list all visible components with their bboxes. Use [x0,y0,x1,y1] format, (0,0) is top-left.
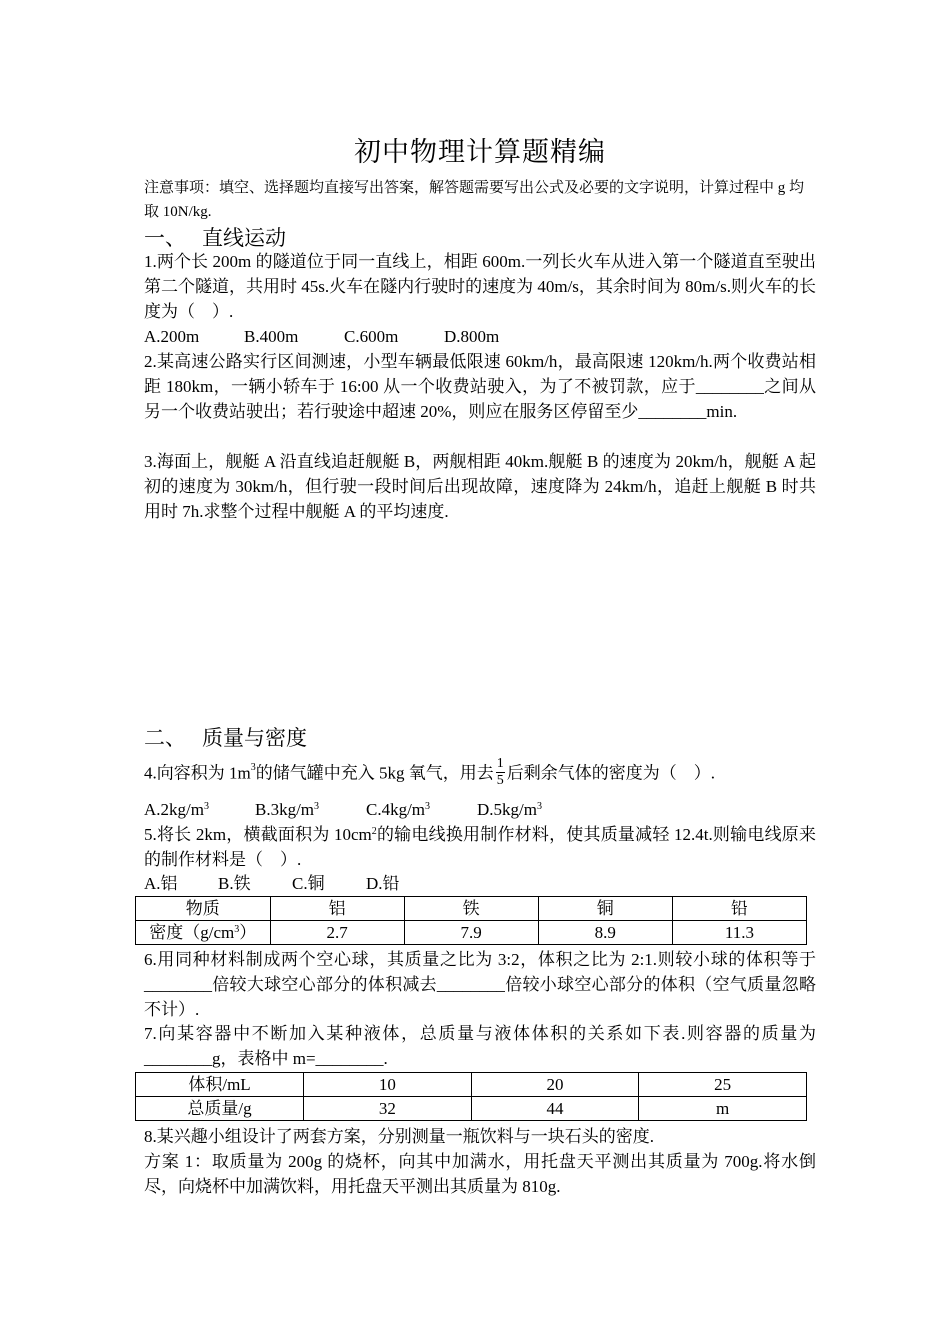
section-title: 质量与密度 [202,726,307,750]
option-b: $B.3kg/m^3$ [255,800,320,819]
option-d: D.铅 [366,874,400,893]
table-cell: 20 [471,1073,639,1097]
question-8: 8.某兴趣小组设计了两套方案，分别测量一瓶饮料与一块石头的密度. [144,1127,654,1146]
volume-mass-table [135,1072,807,1121]
fraction-numerator: 1 [496,756,504,771]
instructions-note: 注意事项：填空、选择题均直接写出答案，解答题需要写出公式及必要的文字说明，计算过程中 g 均取 10N/kg. [144,180,805,220]
table-cell: 8.9 [538,921,672,945]
question-2: 2.某高速公路实行区间测速，小型车辆最低限速 60km/h，最高限速 120km/h.两个收费站相距 180km，一辆小轿车于 16:00 从一个收费站驶入，为了不被罚款，应于________之间从另一个收费站驶出；若行驶途中超速 20%，则应在服务区停留至少________min. [144,352,816,421]
q5-text-a: 5.将长 2km，横截面积为 10cm [144,825,372,844]
question-1: 1.两个长 200m 的隧道位于同一直线上，相距 600m.一列长火车从进入第一个隧道直至驶出第二个隧道，共用时 45s.火车在隧内行驶时的速度为 40m/s，其余时间为 80m/s.则火车的长度为（ ）. [144,252,816,321]
table-cell: 25 [639,1073,807,1097]
section-number: 一、 [144,226,186,250]
option-c: C.600m [344,327,399,346]
q4-sup: 3 [250,762,256,773]
table-cell: 32 [304,1097,472,1121]
section-number: 二、 [144,726,186,750]
density-table [135,896,807,945]
table-cell: m [639,1097,807,1121]
q5-text-b: 的输电线换用制作材料，使其质量减轻 12.4t.则输电线原来的制作材料是（ ）. [144,825,816,869]
table-cell: 密度$(g/cm^3)$ [136,921,271,945]
table-cell: 铅 [672,897,806,921]
question-7: 7.向某容器中不断加入某种液体，总质量与液体体积的关系如下表.则容器的质量为________g，表格中 m=________. [144,1024,816,1068]
question-3: 3.海面上，舰艇 A 沿直线追赶舰艇 B，两舰相距 40km.舰艇 B 的速度为 20km/h，舰艇 A 起初的速度为 30km/h，但行驶一段时间后出现故障，速度降为 24km/h，追赶上舰艇 B 时共用时 7h.求整个过程中舰艇 A 的平均速度. [144,452,816,521]
question-6: 6.用同种材料制成两个空心球，其质量之比为 3:2，体积之比为 2:1.则较小球的体积等于________倍较大球空心部分的体积减去________倍较小球空心部分的体积（空气质量忽略不计）. [144,950,816,1019]
option-c: C.铜 [292,874,325,893]
document-title: 初中物理计算题精编 [354,137,606,167]
q5-sup: 2 [371,826,377,837]
option-a: A.铝 [144,874,178,893]
section-heading-motion [144,222,286,252]
section-title: 直线运动 [202,226,286,250]
fraction-one-fifth [496,756,505,789]
q4-text-a: 4.向容积为 1m [144,763,251,783]
table-row [136,1097,807,1121]
table-cell: 10 [304,1073,472,1097]
table-row [136,921,807,945]
option-b: B.400m [244,327,299,346]
question-1-options [144,324,499,349]
table-cell: 铁 [404,897,538,921]
table-cell: 11.3 [672,921,806,945]
option-d: D.800m [444,327,500,346]
table-cell: 物质 [136,897,271,921]
table-row [136,1073,807,1097]
section-heading-density [144,722,307,752]
question-5-options [144,871,400,896]
option-a: A.200m [144,327,200,346]
table-cell: 2.7 [270,921,404,945]
option-d: $D.5kg/m^3$ [477,800,542,819]
option-b: B.铁 [218,874,251,893]
option-c: $C.4kg/m^3$ [366,800,431,819]
q4-text-b: 的储气罐中充入 5kg 氧气，用去 [255,763,494,783]
option-a: $A.2kg/m^3$ [144,800,209,819]
table-cell: 铜 [538,897,672,921]
table-cell: 44 [471,1097,639,1121]
table-cell: 7.9 [404,921,538,945]
question-8-plan-1: 方案 1：取质量为 200g 的烧杯，向其中加满水，用托盘天平测出其质量为 700g.将水倒尽，向烧杯中加满饮料，用托盘天平测出其质量为 810g. [144,1152,816,1196]
table-cell: 体积/mL [136,1073,304,1097]
table-cell: 总质量/g [136,1097,304,1121]
question-5 [144,822,816,872]
q4-text-c: 后剩余气体的密度为（ ）. [506,763,715,783]
table-cell: 铝 [270,897,404,921]
fraction-denominator: 5 [496,773,504,788]
question-4-options [144,797,542,822]
question-4 [144,758,816,791]
table-row [136,897,807,921]
